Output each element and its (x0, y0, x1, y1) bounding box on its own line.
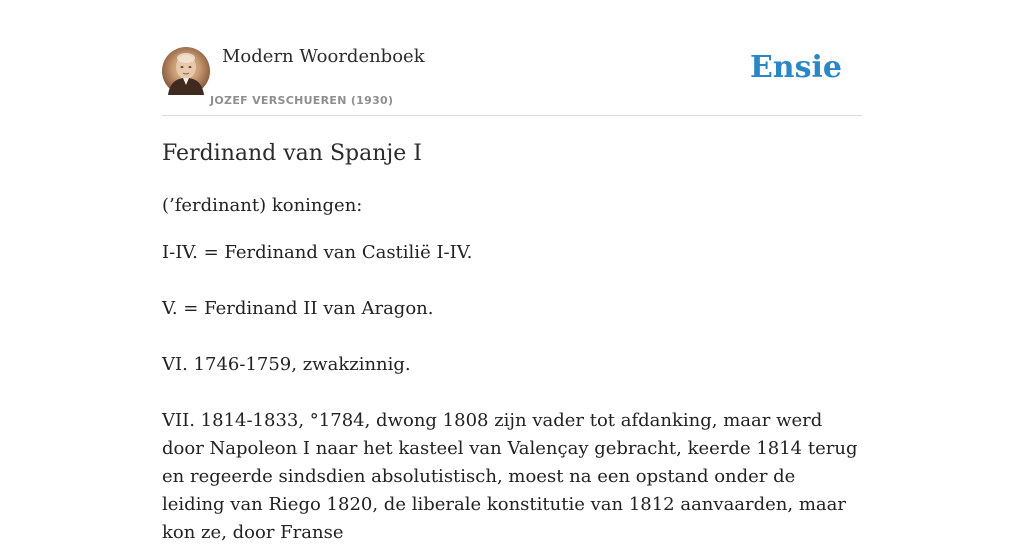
page (162, 0, 862, 543)
entry-intro: (’ferdinant) koningen: (162, 195, 363, 216)
entry-paragraph: V. = Ferdinand II van Aragon. (162, 298, 434, 319)
entry-paragraph: VII. 1814-1833, °1784, dwong 1808 zijn vader tot afdanking, maar werd door Napoleon I naar het kasteel van Valençay gebracht, keerde 1814 terug en regeerde sindsdien absolutistisch, moest na een opstand onder de leiding van Riego 1820, de liberale konstitutie van 1812 aanvaarden, maar kon ze, door Franse (162, 410, 858, 543)
entry-paragraph: I-IV. = Ferdinand van Castilië I-IV. (162, 242, 473, 263)
header (162, 0, 862, 116)
book-title[interactable]: Modern Woordenboek (222, 46, 425, 67)
author-avatar[interactable] (162, 47, 210, 95)
ensie-logo-link[interactable]: Ensie (749, 50, 842, 85)
author-name[interactable]: JOZEF VERSCHUEREN (1930) (210, 94, 394, 107)
entry-body (162, 192, 862, 547)
entry-paragraph: VI. 1746-1759, zwakzinnig. (162, 354, 411, 375)
entry-title: Ferdinand van Spanje I (162, 141, 422, 166)
portrait-icon (162, 47, 210, 95)
